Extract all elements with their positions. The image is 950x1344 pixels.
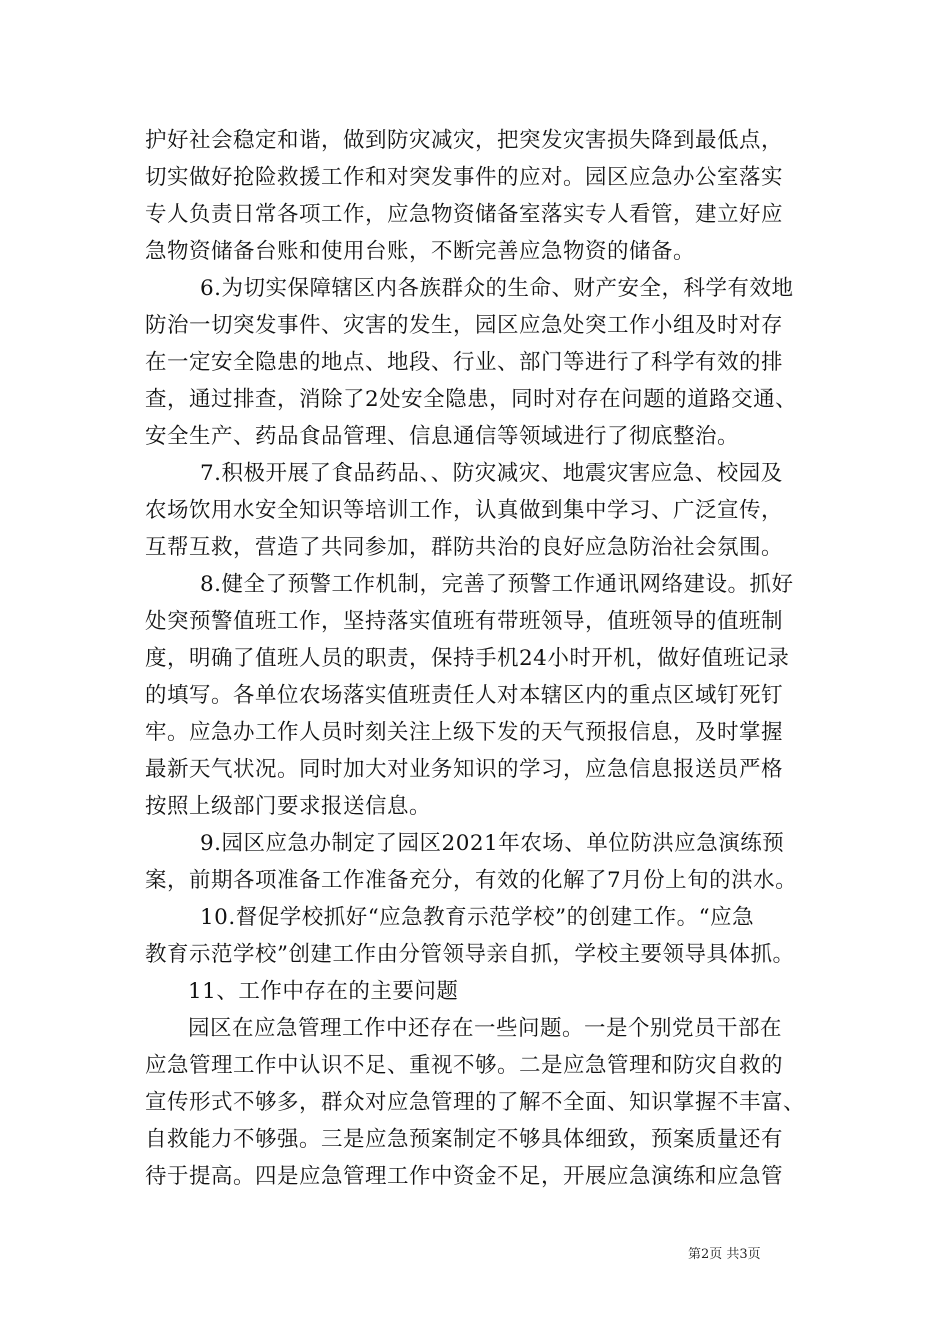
text-line: 度，明确了值班人员的职责，保持手机24小时开机，做好值班记录 [145,646,790,671]
text-line: 应急管理工作中认识不足、重视不够。二是应急管理和防灾自救的 [145,1053,784,1078]
text-line: 处突预警值班工作，坚持落实值班有带班领导，值班领导的值班制 [145,609,784,634]
text-line: 6.为切实保障辖区内各族群众的生命、财产安全，科学有效地 [200,276,794,301]
text-line: 宣传形式不够多，群众对应急管理的了解不全面、知识掌握不丰富、 [145,1090,806,1115]
paragraph-item-6 [145,270,820,455]
text-line: 安全生产、药品食品管理、信息通信等领域进行了彻底整治。 [145,424,740,449]
heading-text: 11、工作中存在的主要问题 [188,979,459,1004]
text-line: 案，前期各项准备工作准备充分，有效的化解了7月份上旬的洪水。 [145,868,798,893]
text-line: 在一定安全隐患的地点、地段、行业、部门等进行了科学有效的排 [145,350,784,375]
paragraph-item-7 [145,455,820,566]
paragraph-item-8 [145,566,820,825]
text-line: 的填写。各单位农场落实值班责任人对本辖区内的重点区域钉死钉 [145,683,784,708]
text-line: 待于提高。四是应急管理工作中资金不足，开展应急演练和应急管 [145,1164,784,1189]
text-line: 查，通过排查，消除了2处安全隐患，同时对存在问题的道路交通、 [145,387,798,412]
text-line: 切实做好抢险救援工作和对突发事件的应对。园区应急办公室落实 [145,165,784,190]
text-line: 8.健全了预警工作机制，完善了预警工作通讯网络建设。抓好 [200,572,794,597]
paragraph-problems [145,1010,820,1195]
paragraph-item-9 [145,825,820,899]
paragraph-item-10 [145,899,820,973]
text-line: 自救能力不够强。三是应急预案制定不够具体细致，预案质量还有 [145,1127,784,1152]
page-number-footer: 第2页 共3页 [688,1247,761,1262]
text-line: 教育示范学校”创建工作由分管领导亲自抓，学校主要领导具体抓。 [145,942,795,967]
text-line: 农场饮用水安全知识等培训工作，认真做到集中学习、广泛宣传， [145,498,784,523]
text-line: 防治一切突发事件、灾害的发生，园区应急处突工作小组及时对存 [145,313,784,338]
text-line: 牢。应急办工作人员时刻关注上级下发的天气预报信息，及时掌握 [145,720,784,745]
text-line: 专人负责日常各项工作，应急物资储备室落实专人看管，建立好应 [145,202,784,227]
text-line: 9.园区应急办制定了园区2021年农场、单位防洪应急演练预 [200,831,785,856]
text-line: 按照上级部门要求报送信息。 [145,794,432,819]
text-line: 互帮互救，营造了共同参加，群防共治的良好应急防治社会氛围。 [145,535,784,560]
document-body [145,122,820,1195]
section-heading-item-11 [145,973,820,1010]
text-line: 7.积极开展了食品药品、、防灾减灾、地震灾害应急、校园及 [200,461,783,486]
text-line: 急物资储备台账和使用台账，不断完善应急物资的储备。 [145,239,696,264]
text-line: 10.督促学校抓好“应急教育示范学校”的创建工作。“应急 [200,905,755,930]
paragraph-1-continuation [145,122,820,270]
text-line: 最新天气状况。同时加大对业务知识的学习，应急信息报送员严格 [145,757,784,782]
text-line: 园区在应急管理工作中还存在一些问题。一是个别党员干部在 [188,1016,783,1041]
text-line: 护好社会稳定和谐，做到防灾减灾，把突发灾害损失降到最低点， [145,128,784,153]
